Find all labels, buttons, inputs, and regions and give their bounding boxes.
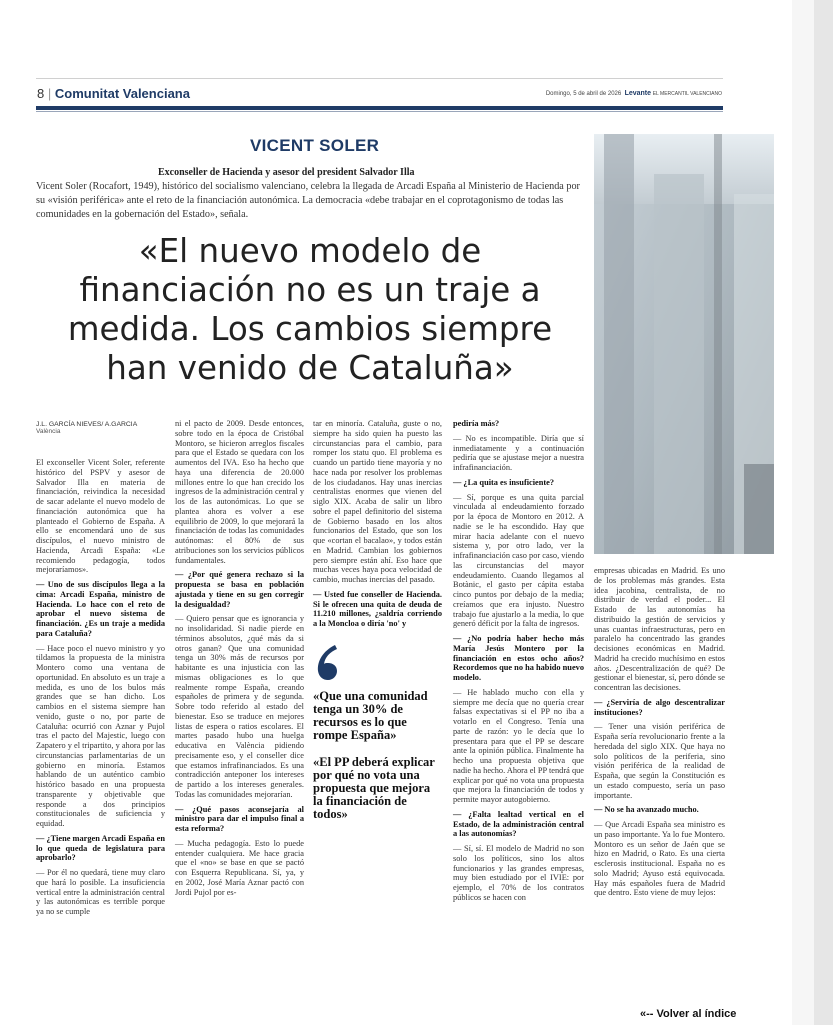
interview-paragraph: — Sí, porque es una quita parcial vinculada al endeudamiento forzado por la época de Montoro en 2012. A nadie se le ha escondido. Hay que mirar hacia adelante con el nuevo sistema y, por otro lado, ver la infrafinanciación caso por caso, viendo las circunstancias del mayor endeudamiento. Cuando llegamos al Botànic, el gasto per cápita estaba cinco puntos por debajo de la media; creíamos que era injusto. Nuestro trabajo fue ajustarlo a la media, lo que generó déficit por la falta de ingresos. — [453, 492, 584, 629]
interview-paragraph: — Que Arcadi España sea ministro es un paso importante. Ya lo fue Montero. Montoro es un señor de Jaén que se hizo en Madrid, o Rato. Es una cierta esclerosis institucional. España no es solo Madrid; Ayuso está equivocada. Hay más españoles fuera de Madrid que dentro. Esto viene de muy lejos: — [594, 820, 725, 898]
article-photo — [594, 134, 774, 554]
interview-paragraph: — Quiero pensar que es ignorancia y no insolidaridad. Si nadie pierde en términos absolutos, ¿qué más da si otros ganan? Que una comunidad tenga un 30% más de recursos por habitante es una injusticia con las mismas obligaciones es lo que realmente rompe España, creando españoles de primera y de segunda. Sobre todo referido al estado del bienestar. Eso se traduce en mejores listas de espera o ratios escolares. El martes pasado hubo una huelga educativa en València pidiendo precisamente eso, y el conseller dice que estamos infrafinanciados. Es una contradicción anteponer los intereses de partido a los intereses generales. Todas las comunidades mejorarían. — [175, 614, 304, 799]
byline-city: València — [36, 428, 61, 435]
interviewee-subtitle: Exconseller de Hacienda y asesor del president Salvador Illa — [158, 167, 415, 178]
interview-question: — ¿Falta lealtad vertical en el Estado, de la administración central a las autonomías? — [453, 809, 584, 839]
interviewee-name: VICENT SOLER — [250, 136, 380, 155]
interview-paragraph: — Tener una visión periférica de España sería revolucionario frente a la heredada del siglo XIX. Que haya no solo políticos de la periferia, sino visión periférica de la realidad de España, que según la Constitución es un estado compuesto, sería un paso importante. — [594, 722, 725, 800]
interview-question: — ¿Tiene margen Arcadi España en lo que queda de legislatura para aprobarlo? — [36, 833, 165, 863]
column-5 — [594, 566, 725, 903]
article-intro: Vicent Soler (Rocafort, 1949), histórico del socialismo valenciano, celebra la llegada de Arcadi España al Ministerio de Hacienda por su «visión periférica» ante el reto de la financiación autonómica. La democracia «debe trabajar en el coprotagonismo de todas las comunidades en la gobernación del Estado», señala. — [36, 181, 580, 220]
header-separator: | — [47, 86, 52, 101]
top-rule — [36, 78, 723, 79]
page-number: 8 — [37, 86, 45, 101]
header-rule-thin — [36, 111, 723, 112]
pull-quote-2: «El PP deberá explicar por qué no vota una propuesta que mejora la financiación de todos» — [313, 755, 435, 821]
interview-question: — ¿Qué pasos aconsejaría al ministro para dar el impulso final a esta reforma? — [175, 804, 304, 833]
column-1 — [36, 458, 165, 922]
interview-paragraph: tar en minoría. Cataluña, guste o no, siempre ha sido quien ha puesto las circunstancias para el cambio, para romper los statu quo. El problema es cuando un partido tiene mayoría y no hace nada por resolver los problemas de los ciudadanos. Hay unas inercias centralistas enormes que vienen del siglo XIX. Acaba de salir un libro sobre el papel definitorio del sistema de Gobierno basado en los altos funcionarios del Estado, que son los que «cortan el bacalao», y todos están en Madrid. Cambian los gobiernos pero siempre están ahí. Eso hace que muchas veces haya poca velocidad de cambio, muchas inercias del pasado. — [313, 419, 442, 584]
interview-paragraph: — He hablado mucho con ella y siempre me decía que no quería crear falsas expectativas si el PP no iba a votarlo en el Congreso. Tenía una parte de razón: yo le decía que lo presentara para que el PP se descare ante la opinión pública. Finalmente ha hecho una propuesta objetiva que nadie ha hecho. Ahora el PP tendrá que explicar por qué no vota una propuesta que mejora la financiación de todos y permite mayor autogobierno. — [453, 687, 584, 804]
interview-question: — No se ha avanzado mucho. — [594, 805, 699, 815]
section-header — [37, 86, 190, 101]
byline-authors: J.L. GARCÍA NIEVES/ A.GARCIA — [36, 421, 138, 428]
scrollbar-track[interactable] — [792, 0, 814, 1025]
column-4 — [453, 419, 584, 908]
interview-paragraph: — Sí, sí. El modelo de Madrid no son solo los políticos, sino los altos funcionarios y las grandes empresas, muy bien estudiado por el IVIE: por ejemplo, el 70% de los contratos públicos se hacen con — [453, 844, 584, 902]
photo-image — [594, 134, 774, 554]
column-3 — [313, 419, 442, 634]
interview-paragraph: — Por él no quedará, tiene muy claro que hará lo posible. La insuficiencia vertical entre la administración central y las autonómicas es terrible porque ya no se cumple — [36, 868, 165, 916]
column-2 — [175, 419, 304, 902]
interview-question: — ¿La quita es insuficiente? — [453, 477, 555, 487]
brand-name: Levante — [624, 90, 652, 97]
quote-mark-icon — [313, 643, 347, 681]
interview-paragraph: El exconseller Vicent Soler, referente histórico del PSPV y asesor de Salvador Illa en materia de financiación, reivindica la necesidad de sacar adelante el nuevo modelo de financiación autonómica que ha planteado el Gobierno de España. A ello se encomendará uno de sus discípulos, el nuevo ministro de Hacienda, Arcadi España: «Le recomiendo pedagogía, todos mejoraríamos». — [36, 458, 165, 575]
interview-paragraph: empresas ubicadas en Madrid. Es uno de los problemas más grandes. Esta idea jacobina, centralista, de no distribuir de verdad el poder... El Estado de las autonomías ha distribuido la gestión de servicios y unas cuantas infraestructuras, pero en paralelo ha concentrado las grandes decisiones económicas en Madrid. Madrid ha crecido muchísimo en estos años. ¿Descentralización de qué? De gestionar el bienestar, sí, pero dónde se concentran las decisiones. — [594, 566, 725, 692]
header-date: Domingo, 5 de abril de 2026 — [545, 91, 622, 97]
brand-subtitle: EL MERCANTIL VALENCIANO — [652, 91, 722, 97]
header-rule — [36, 106, 723, 110]
window-edge — [814, 0, 833, 1025]
interview-paragraph: — Mucha pedagogía. Esto lo puede entender cualquiera. Me hace gracia que el «no» se base en que se pactó con Esquerra Republicana. Sí, ya, y en 2002, José María Aznar pactó con Jordi Pujol por es- — [175, 838, 304, 897]
interview-question: — ¿No podría haber hecho más María Jesús Montero por la financiación en estos ocho años? Recordemos que no ha habido nuevo modelo. — [453, 634, 584, 682]
interview-paragraph: — Hace poco el nuevo ministro y yo tildamos la propuesta de la ministra Montero como una ventana de oportunidad. En absoluto es un traje a medida, es uno de los bulos más grandes que se han dicho. Los cambios en el sistema siempre han venido, guste o no, por parte de Cataluña: ocurrió con Aznar y Pujol tras el pacto del Majestic, luego con Zapatero y el tripartito, y ahora por las circunstancias parlamentarias de un gobierno en minoría. Estamos hablando de un auténtico cambio histórico basado en una propuesta transparente y objetivable que responde a dos principios constitucionales de suficiencia y equidad. — [36, 643, 165, 828]
header-meta — [546, 90, 722, 97]
interview-question: — Uno de sus discípulos llega a la cima: Arcadi España, ministro de Hacienda. Lo hace con el reto de aprobar el nuevo sistema de financiación. ¿Es un traje a medida para Cataluña? — [36, 580, 165, 638]
interview-paragraph: — No es incompatible. Diría que sí inmediatamente y a continuación pediría que se ajustase mejor a nuestra infrafinanciación. — [453, 433, 584, 472]
interview-question: — Usted fue conseller de Hacienda. Si le ofrecen una quita de deuda de 11.210 millones, ¿saldría corriendo a la Moncloa o diría 'no' y — [313, 589, 442, 628]
interview-question: — ¿Serviría de algo descentralizar instituciones? — [594, 697, 725, 717]
headline-quote: «El nuevo modelo de financiación no es un traje a medida. Los cambios siempre han venido de Cataluña» — [67, 232, 553, 387]
interview-question: pediría más? — [453, 419, 500, 428]
interview-question: — ¿Por qué genera rechazo si la propuesta se basa en población ajustada y tiene en su gen corregir la desigualdad? — [175, 570, 304, 609]
pull-quote-1: «Que una comunidad tenga un 30% de recursos es lo que rompe España» — [313, 689, 428, 742]
section-title: Comunitat Valenciana — [54, 86, 190, 101]
byline — [36, 421, 137, 435]
interview-paragraph: ni el pacto de 2009. Desde entonces, sobre todo en la época de Cristóbal Montoro, se hicieron arreglos fiscales para que el Estado se quedara con los aumentos del IVA. Eso ha hecho que haya una diferencia de 20.000 millones entre lo que han crecido los ingresos de la administración central y los de las autonómicas. Lo que se plantea ahora es volver a ese equilibrio de 2009, lo que mejorará la financiación de todas las comunidades autónomas: el 80% de sus atribuciones son los servicios públicos fundamentales. — [175, 419, 304, 565]
back-to-index-link[interactable]: «-- Volver al índice — [640, 1008, 737, 1020]
